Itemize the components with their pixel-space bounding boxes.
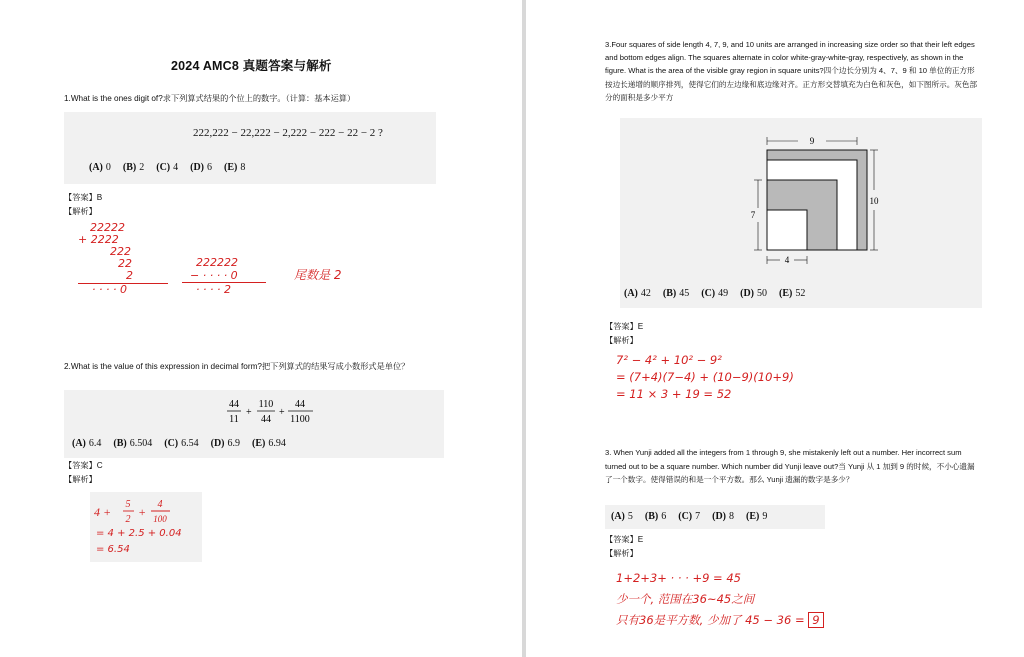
question-2-answer: 【答案】C [64, 461, 103, 470]
svg-text:4 +: 4 + [94, 505, 112, 519]
question-2-panel [64, 390, 444, 458]
question-1-analysis-label: 【解析】 [64, 207, 97, 216]
choice-c: (C) 6.54 [164, 438, 199, 449]
work-line: 222222 [196, 256, 238, 269]
fraction-2-den: 44 [261, 414, 271, 425]
label-9: 9 [809, 136, 815, 146]
choice-d: (D) 50 [740, 288, 768, 299]
boxed-answer: 9 [808, 612, 823, 628]
choice-c: (C) 49 [701, 288, 729, 299]
work-line: 2 [126, 269, 133, 282]
work-line: 22 [118, 257, 132, 270]
choice-c: (C) 7 [678, 511, 701, 522]
choice-e: (E) 6.94 [252, 438, 286, 449]
work-line: = 11 × 3 + 19 = 52 [616, 387, 732, 401]
question-4-work [616, 568, 916, 631]
question-1-work-col1 [78, 222, 188, 296]
choice-b: (B) 6.504 [113, 438, 153, 449]
question-1-answer: 【答案】B [64, 193, 103, 202]
choice-b: (B) 2 [122, 162, 145, 173]
question-2-text: 2.What is the value of this expression in decimal form?把下列算式的结果写成小数形式是单位？ [64, 362, 410, 371]
svg-text:+: + [279, 407, 285, 418]
choice-e: (E) 52 [779, 288, 806, 299]
work-line: · · · · 2 [182, 282, 266, 296]
question-4-analysis-label: 【解析】 [605, 549, 638, 558]
work-line: + 2222 [78, 233, 119, 246]
svg-text:100: 100 [153, 514, 167, 524]
question-4-panel [605, 505, 825, 529]
question-3-analysis-label: 【解析】 [605, 336, 638, 345]
svg-text:5: 5 [125, 499, 131, 510]
fraction-3-num: 44 [295, 399, 305, 410]
choice-a: (A) 5 [611, 511, 633, 522]
question-1-expression: 222,222 − 22,222 − 2,222 − 222 − 22 − 2 ? [193, 127, 383, 139]
choice-c: (C) 4 [156, 162, 179, 173]
squares-figure [740, 130, 880, 270]
document-title: 2024 AMC8 真题答案与解析 [171, 59, 332, 73]
choice-a: (A) 42 [624, 288, 651, 299]
question-2-choices [72, 438, 286, 449]
question-2-work-line3: = 6.54 [96, 544, 130, 555]
question-1-work-note: 尾数是 2 [294, 268, 342, 282]
work-line: 只有36是平方数, 少加了 45 − 36 = 9 [616, 610, 916, 631]
fraction-3-den: 1100 [290, 414, 310, 425]
label-7: 7 [750, 210, 756, 220]
choice-d: (D) 6.9 [210, 438, 241, 449]
question-2-analysis-label: 【解析】 [64, 475, 97, 484]
choice-d: (D) 8 [712, 511, 735, 522]
question-2-work-line2: = 4 + 2.5 + 0.04 [96, 528, 182, 539]
question-1-text: 1.What is the ones digit of?求下列算式结果的个位上的数字。（计算：基本运算） [64, 94, 356, 103]
choice-e: (E) 9 [746, 511, 768, 522]
right-page [526, 0, 1024, 657]
work-line: · · · · 0 [78, 283, 168, 296]
question-1-choices [89, 162, 245, 173]
fraction-1-num: 44 [229, 399, 239, 410]
question-3-answer: 【答案】E [605, 322, 644, 331]
choice-a: (A) 0 [89, 162, 111, 173]
work-line: 少一个, 范围在36~45之间 [616, 592, 755, 606]
question-4-answer: 【答案】E [605, 535, 644, 544]
fraction-2-num: 110 [258, 399, 274, 410]
question-1-panel [64, 112, 436, 184]
choice-e: (E) 8 [224, 162, 246, 173]
work-line: − · · · · 0 [190, 269, 238, 282]
work-line: 1+2+3+ · · · +9 = 45 [616, 571, 741, 585]
question-3-work [616, 352, 794, 403]
question-1-work-col2 [182, 256, 272, 296]
choice-b: (B) 6 [644, 511, 667, 522]
question-2-expression [224, 394, 320, 428]
choice-b: (B) 45 [662, 288, 690, 299]
question-3-text: 3.Four squares of side length 4, 7, 9, and 10 units are arranged in increasing size order so that their left edges and bottom edges align. The squares alternate in color white-gray-white-gray, respectively, as shown in the figure. What is the area of the visible gray region in square units?四个边长分别为 4、7、9 和 10 单位的正方形按边长递增的顺序排列，使得它们的左边缘和底边缘对齐。正方形交替填充为白色和灰色，如下图所示。灰色部分的面积是多少平方 [605, 40, 978, 102]
svg-text:4: 4 [157, 499, 163, 510]
question-3-panel [620, 118, 982, 308]
work-line: = (7+4)(7−4) + (10−9)(10+9) [616, 370, 794, 384]
question-4-text: 3. When Yunji added all the integers from 1 through 9, she mistakenly left out a number. Her incorrect sum turned out to be a square number. Which number did Yunji leave out?当 Yunji 从 1 加到 9 的时候，不小心遗漏了一个数字。使得错误的和是一个平方数。那么 Yunji 遗漏的数字是多少？ [605, 448, 975, 485]
work-line: 222 [110, 245, 131, 258]
choice-d: (D) 6 [190, 162, 213, 173]
question-4-choices [611, 511, 767, 522]
question-2-work-panel [90, 492, 202, 562]
label-4: 4 [784, 255, 790, 265]
choice-a: (A) 6.4 [72, 438, 102, 449]
question-2-work-line1 [94, 496, 194, 526]
svg-text:2: 2 [125, 514, 131, 525]
fraction-1-den: 11 [229, 414, 239, 425]
svg-text:+: + [246, 407, 252, 418]
label-10: 10 [869, 196, 879, 206]
svg-text:+: + [138, 505, 147, 519]
question-3-choices [624, 288, 805, 299]
work-line: 22222 [90, 221, 125, 234]
work-line: 7² − 4² + 10² − 9² [616, 353, 722, 367]
